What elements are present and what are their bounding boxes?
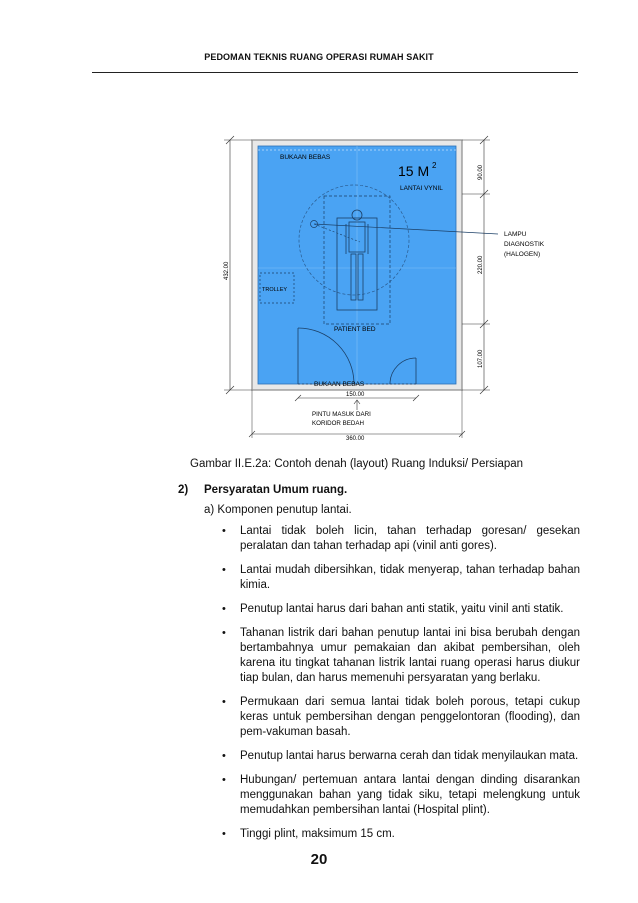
pintu-label-2: KORIDOR BEDAH xyxy=(312,420,364,427)
section-title: Persyaratan Umum ruang. xyxy=(204,484,348,496)
dim-right-mid: 220.00 xyxy=(478,255,484,274)
trolley-label: TROLLEY xyxy=(262,287,288,293)
section-body xyxy=(178,483,580,851)
section-number: 2) xyxy=(178,484,189,496)
pintu-label-1: PINTU MASUK DARI xyxy=(312,411,371,418)
bullet-list xyxy=(178,524,580,842)
dim-right-top: 90.00 xyxy=(478,164,484,180)
page-header: PEDOMAN TEKNIS RUANG OPERASI RUMAH SAKIT xyxy=(204,52,434,62)
bullet-icon: • xyxy=(222,774,226,786)
bullet-icon: • xyxy=(222,696,226,708)
area-sup: 2 xyxy=(432,161,437,170)
bullet-icon: • xyxy=(222,750,226,762)
bukaan-bottom-label: BUKAAN BEBAS xyxy=(314,381,365,388)
lamp-label-3: (HALOGEN) xyxy=(504,251,541,258)
list-item: • Penutup lantai harus dari bahan anti statik, yaitu vinil anti statik. xyxy=(222,603,564,615)
lamp-label-1: LAMPU xyxy=(504,231,527,238)
bukaan-top-label: BUKAAN BEBAS xyxy=(280,154,331,161)
page-number: 20 xyxy=(310,851,328,868)
subsection-a: a) Komponen penutup lantai. xyxy=(204,504,352,516)
dim-total-width: 360.00 xyxy=(346,436,365,442)
figure-caption: Gambar II.E.2a: Contoh denah (layout) Ruang Induksi/ Persiapan xyxy=(190,458,524,470)
lantai-label: LANTAI VYNIL xyxy=(400,185,443,192)
bullet-icon: • xyxy=(222,627,226,639)
bullet-icon: • xyxy=(222,828,226,840)
list-item: • Tinggi plint, maksimum 15 cm. xyxy=(222,828,395,840)
list-item: • Lantai tidak boleh licin, tahan terhadap goresan/ gesekan peralatan dan tahan terhadap api (vinil anti gores). xyxy=(222,525,580,552)
dim-height-total: 432.00 xyxy=(224,261,230,280)
bullet-icon: • xyxy=(222,603,226,615)
lamp-label-2: DIAGNOSTIK xyxy=(504,241,545,248)
section-heading xyxy=(178,483,580,498)
dim-right-bottom: 107.00 xyxy=(478,349,484,368)
list-item: • Hubungan/ pertemuan antara lantai dengan dinding disarankan menggunakan bahan yang tidak siku, tetapi melengkung untuk memudahkan pembersihan lantai (Hospital plint). xyxy=(222,774,580,816)
bullet-icon: • xyxy=(222,525,226,537)
list-item: • Permukaan dari semua lantai tidak boleh porous, tetapi cukup keras untuk pembersihan dengan penggelontoran (flooding), dan pem-vakuman basah. xyxy=(222,696,580,738)
dim-door-width: 150.00 xyxy=(346,392,365,398)
header-rule xyxy=(92,72,578,73)
list-item: • Lantai mudah dibersihkan, tidak menyerap, tahan terhadap bahan kimia. xyxy=(222,564,580,591)
bullet-icon: • xyxy=(222,564,226,576)
floor-plan-figure xyxy=(200,128,556,443)
list-item: • Penutup lantai harus berwarna cerah dan tidak menyilaukan mata. xyxy=(222,750,579,762)
area-label: 15 M xyxy=(398,163,430,179)
list-item: • Tahanan listrik dari bahan penutup lantai ini bisa berubah dengan bertambahnya umur pemakaian dan akibat pembersihan, oleh karena itu tingkat tahanan listrik lantai ruang operasi harus diukur tiap bulan, dan harus memenuhi persyaratan yang berlaku. xyxy=(222,627,580,684)
patient-bed-label: PATIENT BED xyxy=(334,326,376,333)
